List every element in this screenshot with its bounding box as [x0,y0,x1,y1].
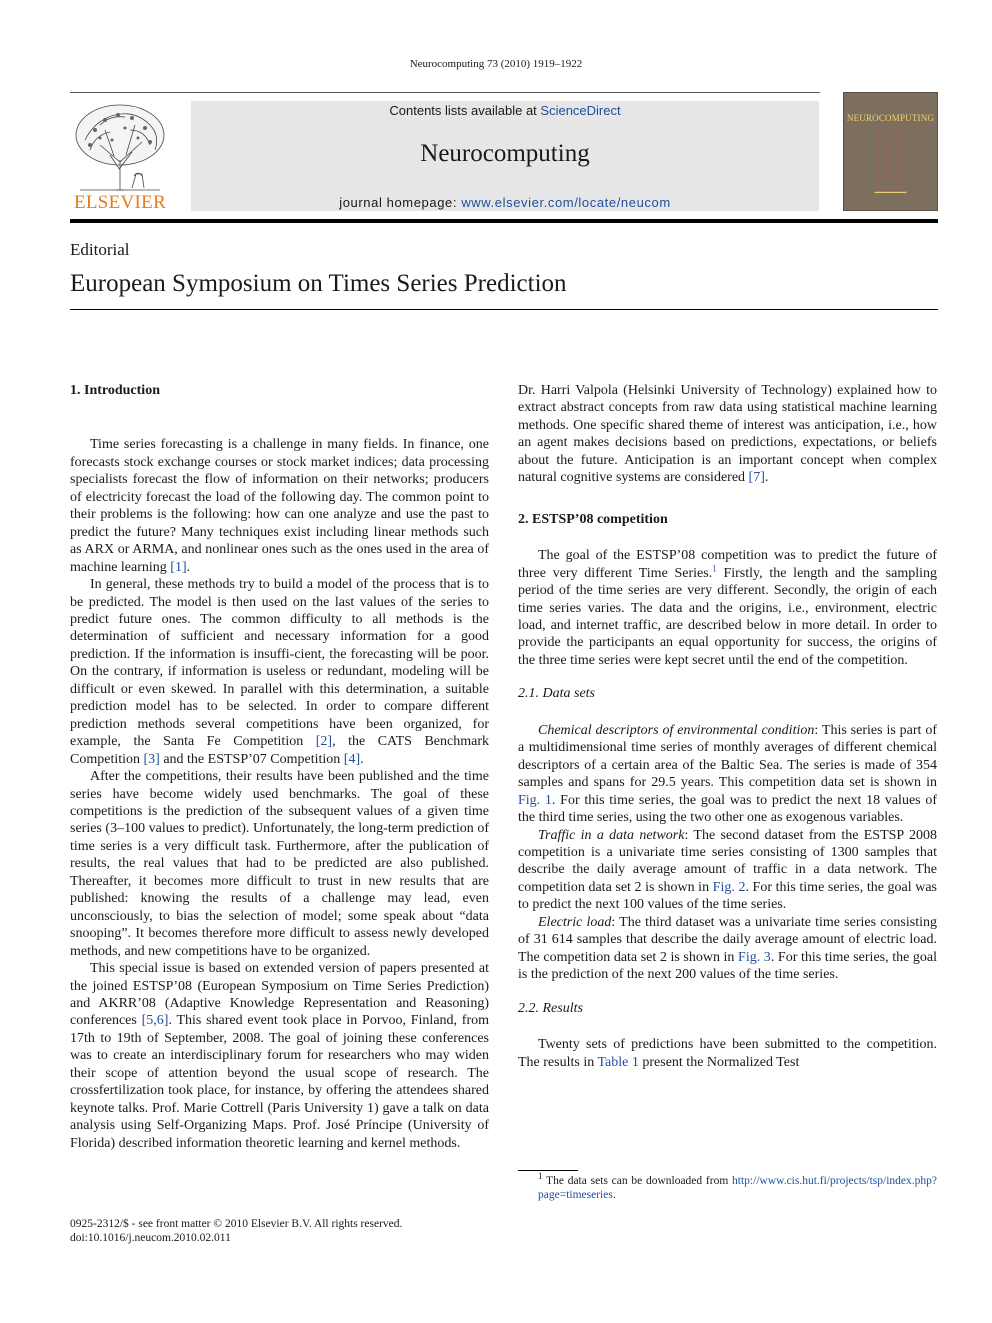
header-top-rule [70,92,820,93]
footnote-marker[interactable]: 1 [712,562,717,573]
publisher-name: ELSEVIER [73,192,167,213]
contents-line: Contents lists available at ScienceDirect [389,103,621,118]
paragraph: Electric load: The third dataset was a univariate time series consisting of 31 614 samples that describe the daily average amount of electric load. The competition data set 2 is shown in Fig. 3. For this time series, the goal is the prediction of the next 200 values of the time series. [518,914,937,983]
dataset-link[interactable]: http://www.cis.hut.fi/projects/tsp/index.php?page=timeseries [538,1175,937,1201]
table-link[interactable]: Table 1 [597,1054,639,1070]
doi-line[interactable]: doi:10.1016/j.neucom.2010.02.011 [70,1232,231,1244]
cover-title: NEUROCOMPUTING [846,113,935,123]
citation-link[interactable]: [5,6] [141,1013,169,1029]
paragraph: Chemical descriptors of environmental condition: This series is part of a multidimensional time series of monthly averages of different chemical descriptors of a certain area of the Baltic Sea. The series is made of 354 samples and spans for 29.5 years. This competition data set is shown in Fig. 1. For this time series, the goal was to predict the next 18 values of the third time series, using the two other one as exogenous variables. [518,722,937,826]
left-column [70,382,489,1152]
footnote-rule [518,1170,578,1171]
paragraph: Time series forecasting is a challenge in many fields. In finance, one forecasts stock exchange courses or stock market indices; data processing specialists forecast the flow of information on their networks; producers of electricity forecast the load of the following day. The common point to their problems is the following: how can one analyze and use the past to predict the future? Many techniques exist including linear methods such as ARX or ARMA, and nonlinear ones such as the ones used in the area of machine learning [1]. [70,437,489,575]
paragraph: In general, these methods try to build a model of the process that is to be predicted. The model is then used on the last values of the series to predict future ones. The common difficulty to all methods is the determination of sufficient and necessary information for a good prediction. If the information is insuffi-cient, the forecasting will be poor. On the contrary, if information is useless or redundant, modeling will be difficult or even skewed. In parallel with this determination, a suitable prediction model has to be selected. In order to compare different prediction methods several competitions have been organized, for example, the Santa Fe Competition [2], the CATS Benchmark Competition [3] and the ESTSP’07 Competition [4]. [70,577,489,767]
citation-link[interactable]: [7] [748,470,765,486]
title-rule [70,309,938,310]
section-heading-introduction: 1. Introduction [70,383,160,398]
journal-name: Neurocomputing [420,140,590,167]
homepage-line: journal homepage: www.elsevier.com/locate/neucom [339,195,671,210]
cover-footer-decoration: ▬▬▬▬▬▬▬▬ [874,189,907,194]
cover-pattern-icon [877,129,905,189]
figure-link[interactable]: Fig. 3 [738,949,771,965]
copyright-line: 0925-2312/$ - see front matter © 2010 Elsevier B.V. All rights reserved. [70,1218,403,1230]
figure-link[interactable]: Fig. 1 [518,792,552,808]
citation-link[interactable]: [2] [315,734,333,750]
paragraph: Traffic in a data network: The second dataset from the ESTSP 2008 competition is a univariate time series consisting of 1300 samples that describe the daily average amount of traffic in a data network. The competition data set 2 is shown in Fig. 2. For this time series, the goal was to predict the next 100 values of the time series. [518,827,938,913]
footnote: $^1$ The data sets can be downloaded from http://www.cis.hut.fi/projects/tsp/index.php?page=timeseries. [538,1171,937,1201]
paragraph: This special issue is based on extended version of papers presented at the joined ESTSP’08 (European Symposium on Time Series Prediction) and AKRR’08 (Adaptive Knowledge Representation and Reasoning) conferences [5,6]. This shared event took place in Porvoo, Finland, from 17th to 19th of September, 2008. The goal of joining these conferences was to create an interdisciplinary forum for researchers who may widen their scope of attention beyond the usual scope of research. The crossfertilization took place, for instance, by offering the attendees shared keynote talks. Prof. Marie Cottrell (Paris University 1) gave a talk on data analysis using Self-Organizing Maps. Prof. José Príncipe (University of Florida) described information theoretic learning and kernel methods. [70,961,490,1151]
paragraph: Twenty sets of predictions have been submitted to the competition. The results in Table 1 present the Normalized Test [518,1037,937,1070]
subsection-heading-data-sets: 2.1. Data sets [518,686,595,702]
section-heading-competition: 2. ESTSP’08 competition [518,511,668,527]
paragraph: The goal of the ESTSP’08 competition was to predict the future of three very different Time Series.$^1$ Firstly, the length and the sampling period of the time series are very different. Secondly, the origin of each time series varies. The data and the origins, i.e., environment, electric load, and internet traffic, are described below in more detail. In order to provide the participants an equal opportunity for success, the origins of the three time series were kept secret until the end of the competition. [518,548,938,668]
figure-link[interactable]: Fig. 2 [712,879,746,895]
citation-link[interactable]: [1] [170,559,187,575]
article-title: European Symposium on Times Series Prediction [70,270,567,297]
article-type: Editorial [70,240,130,259]
paragraph: Dr. Harri Valpola (Helsinki University of Technology) explained how to extract abstract concepts from raw data using statistical machine learning methods. One specific shared theme of interest was anticipation, i.e., how an agent makes decisions based on predictions, expectations, or beliefs about the future. Anticipation is an important concept when complex natural cognitive systems are considered [7]. [518,383,937,486]
paragraph: After the competitions, their results have been published and the time series have become widely used benchmarks. The goal of these competitions is the prediction of the subsequent values of a given time series (3–100 values to predict). Unfortunately, the long-term prediction of time series is a very difficult task. Furthermore, after the publication of results, the real values that had to be predicted are also published. Thereafter, it becomes more difficult to trust in new results that are published: knowing the results of a challenge may lead, even unconsciously, to bias the selection of model; some speak about “data snooping”. It becomes therefore more difficult to assess newly developed methods, and new competitions have to be organized. [70,769,489,959]
header-thick-rule [70,219,938,223]
issn-doi-block [70,1217,402,1245]
journal-reference: Neurocomputing 73 (2010) 1919–1922 [409,58,583,70]
journal-cover-thumbnail [843,92,938,211]
citation-link[interactable]: [3] [143,751,160,767]
right-column [518,382,937,1071]
subsection-heading-results: 2.2. Results [518,1000,583,1016]
homepage-link[interactable]: www.elsevier.com/locate/neucom [461,195,671,210]
citation-link[interactable]: [4] [343,751,361,767]
sciencedirect-link[interactable]: ScienceDirect [540,103,621,118]
